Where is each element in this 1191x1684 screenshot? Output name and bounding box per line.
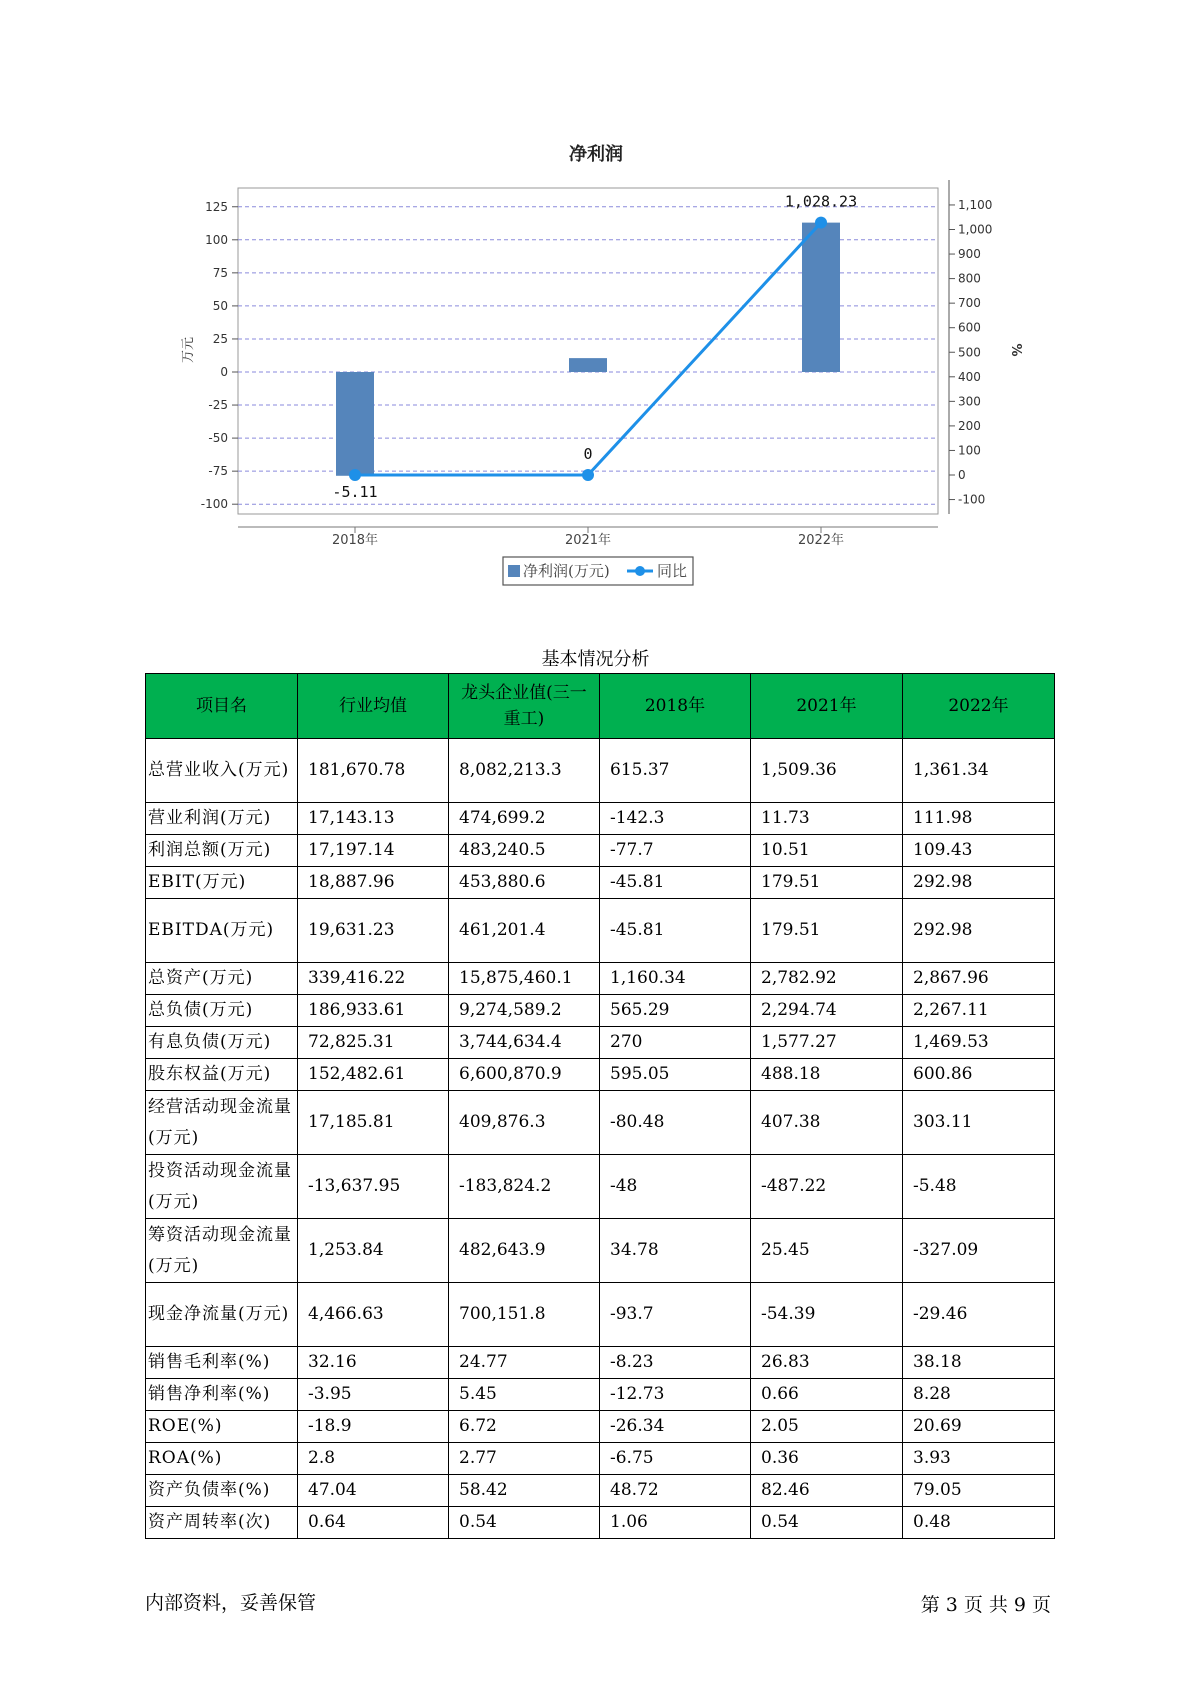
table-title: 基本情况分析 xyxy=(541,649,650,670)
table-cell: 292.98 xyxy=(903,899,1055,963)
row-label: 资产周转率(次) xyxy=(146,1507,298,1539)
row-label: 经营活动现金流量(万元) xyxy=(146,1091,298,1155)
table-cell: -5.48 xyxy=(903,1155,1055,1219)
table-cell: 17,197.14 xyxy=(298,835,449,867)
yoy-point xyxy=(582,469,594,481)
row-label: 现金净流量(万元) xyxy=(146,1283,298,1347)
data-label: 0 xyxy=(583,445,593,463)
table-cell: 1,160.34 xyxy=(600,963,751,995)
table-row xyxy=(146,1155,1055,1219)
table-cell: 2.05 xyxy=(751,1411,903,1443)
table-row xyxy=(146,1347,1055,1379)
row-label: 投资活动现金流量(万元) xyxy=(146,1155,298,1219)
table-cell: 2.77 xyxy=(449,1443,600,1475)
bar xyxy=(336,372,374,476)
table-cell: 303.11 xyxy=(903,1091,1055,1155)
page-suffix: 页 xyxy=(1031,1594,1051,1616)
table-cell: 26.83 xyxy=(751,1347,903,1379)
table-cell: 11.73 xyxy=(751,803,903,835)
table-row xyxy=(146,1283,1055,1347)
table-cell: 0.48 xyxy=(903,1507,1055,1539)
table-cell: -48 xyxy=(600,1155,751,1219)
row-label: 销售净利率(%) xyxy=(146,1379,298,1411)
y-tick-label: 100 xyxy=(205,232,228,247)
table-cell: 82.46 xyxy=(751,1475,903,1507)
table-cell: 25.45 xyxy=(751,1219,903,1283)
table-cell: -6.75 xyxy=(600,1443,751,1475)
y2-tick-label: -100 xyxy=(958,492,986,507)
y2-tick-label: 700 xyxy=(958,296,981,311)
table-cell: 1,509.36 xyxy=(751,739,903,803)
y-tick-label: 50 xyxy=(212,298,228,313)
y-tick-label: -75 xyxy=(208,464,228,479)
table-cell: 1,577.27 xyxy=(751,1027,903,1059)
table-cell: 2.8 xyxy=(298,1443,449,1475)
table-cell: 700,151.8 xyxy=(449,1283,600,1347)
y2-tick-label: 400 xyxy=(958,369,981,384)
chart-svg xyxy=(0,0,1191,600)
x-tick-label: 2018年 xyxy=(331,533,379,548)
table-cell: 0.64 xyxy=(298,1507,449,1539)
y2-tick-label: 800 xyxy=(958,271,981,286)
table-cell: -80.48 xyxy=(600,1091,751,1155)
table-cell: 72,825.31 xyxy=(298,1027,449,1059)
y2-tick-label: 0 xyxy=(958,468,966,482)
table-cell: -327.09 xyxy=(903,1219,1055,1283)
table-row xyxy=(146,1059,1055,1091)
table-row xyxy=(146,1027,1055,1059)
table-cell: 453,880.6 xyxy=(449,867,600,899)
row-label: 总资产(万元) xyxy=(146,963,298,995)
table-cell: 186,933.61 xyxy=(298,995,449,1027)
y2-tick-label: 100 xyxy=(958,443,981,458)
table-cell: -26.34 xyxy=(600,1411,751,1443)
table-cell: 179.51 xyxy=(751,867,903,899)
table-cell: 79.05 xyxy=(903,1475,1055,1507)
table-cell: 1.06 xyxy=(600,1507,751,1539)
legend-line-marker xyxy=(635,566,645,576)
row-label: ROE(%) xyxy=(146,1411,298,1443)
table-cell: 181,670.78 xyxy=(298,739,449,803)
table-row xyxy=(146,739,1055,803)
y-tick-label: -25 xyxy=(208,398,228,413)
page-total: 9 xyxy=(1013,1594,1026,1616)
row-label: 股东权益(万元) xyxy=(146,1059,298,1091)
table-cell: 1,253.84 xyxy=(298,1219,449,1283)
table-cell: 1,469.53 xyxy=(903,1027,1055,1059)
x-tick-label: 2021年 xyxy=(564,533,612,548)
row-label: 总营业收入(万元) xyxy=(146,739,298,803)
table-row xyxy=(146,1507,1055,1539)
page-current: 3 xyxy=(945,1594,958,1616)
table-cell: 0.54 xyxy=(751,1507,903,1539)
table-row xyxy=(146,835,1055,867)
table-row xyxy=(146,1443,1055,1475)
table-cell: -183,824.2 xyxy=(449,1155,600,1219)
row-label: 总负债(万元) xyxy=(146,995,298,1027)
table-cell: 179.51 xyxy=(751,899,903,963)
table-cell: 8.28 xyxy=(903,1379,1055,1411)
table-cell: 8,082,213.3 xyxy=(449,739,600,803)
table-cell: 20.69 xyxy=(903,1411,1055,1443)
table-row xyxy=(146,995,1055,1027)
table-cell: 9,274,589.2 xyxy=(449,995,600,1027)
y2-tick-label: 1,000 xyxy=(958,222,993,237)
table-cell: 109.43 xyxy=(903,835,1055,867)
table-row xyxy=(146,1219,1055,1283)
bar xyxy=(802,223,840,372)
table-cell: -3.95 xyxy=(298,1379,449,1411)
table-cell: -13,637.95 xyxy=(298,1155,449,1219)
net-profit-chart xyxy=(0,0,1191,600)
table-cell: 58.42 xyxy=(449,1475,600,1507)
table-row xyxy=(146,1475,1055,1507)
y-tick-label: 25 xyxy=(212,331,228,346)
data-label: 1,028.23 xyxy=(784,192,858,211)
table-cell: 19,631.23 xyxy=(298,899,449,963)
table-cell: 2,294.74 xyxy=(751,995,903,1027)
table-cell: 3,744,634.4 xyxy=(449,1027,600,1059)
y2-tick-label: 300 xyxy=(958,394,981,409)
table-cell: 6.72 xyxy=(449,1411,600,1443)
basic-analysis-table xyxy=(145,673,1055,1539)
table-cell: -54.39 xyxy=(751,1283,903,1347)
yoy-point xyxy=(349,469,361,481)
bar xyxy=(569,358,607,372)
table-cell: 461,201.4 xyxy=(449,899,600,963)
row-label: 销售毛利率(%) xyxy=(146,1347,298,1379)
y2-tick-label: 900 xyxy=(958,247,981,262)
table-cell: -487.22 xyxy=(751,1155,903,1219)
row-label: 筹资活动现金流量(万元) xyxy=(146,1219,298,1283)
y2-tick-label: 1,100 xyxy=(958,197,993,212)
table-row xyxy=(146,867,1055,899)
y-axis-label: 万元 xyxy=(181,336,196,364)
table-cell: 2,867.96 xyxy=(903,963,1055,995)
table-cell: 270 xyxy=(600,1027,751,1059)
table-body xyxy=(146,739,1055,1539)
table-cell: 565.29 xyxy=(600,995,751,1027)
table-row xyxy=(146,1411,1055,1443)
y-tick-label: 125 xyxy=(205,199,228,214)
table-cell: 34.78 xyxy=(600,1219,751,1283)
table-cell: 15,875,460.1 xyxy=(449,963,600,995)
table-cell: 47.04 xyxy=(298,1475,449,1507)
table-cell: -142.3 xyxy=(600,803,751,835)
table-cell: -29.46 xyxy=(903,1283,1055,1347)
footer-page-number xyxy=(918,1590,1054,1617)
table-cell: -77.7 xyxy=(600,835,751,867)
table-cell: 0.36 xyxy=(751,1443,903,1475)
table-row xyxy=(146,1091,1055,1155)
column-header: 2021年 xyxy=(751,674,903,739)
column-header: 项目名 xyxy=(146,674,298,739)
table-cell: -45.81 xyxy=(600,899,751,963)
table-cell: 2,782.92 xyxy=(751,963,903,995)
table-cell: 600.86 xyxy=(903,1059,1055,1091)
table-cell: 10.51 xyxy=(751,835,903,867)
table-header xyxy=(146,674,1055,739)
table-cell: 38.18 xyxy=(903,1347,1055,1379)
table-cell: 0.54 xyxy=(449,1507,600,1539)
table-cell: 152,482.61 xyxy=(298,1059,449,1091)
table-cell: -18.9 xyxy=(298,1411,449,1443)
table-cell: 339,416.22 xyxy=(298,963,449,995)
table-cell: -12.73 xyxy=(600,1379,751,1411)
table-cell: 6,600,870.9 xyxy=(449,1059,600,1091)
table-cell: 482,643.9 xyxy=(449,1219,600,1283)
table-row xyxy=(146,1379,1055,1411)
y2-tick-label: 600 xyxy=(958,320,981,335)
table-cell: 2,267.11 xyxy=(903,995,1055,1027)
page-prefix: 第 xyxy=(920,1594,940,1616)
table-row xyxy=(146,899,1055,963)
row-label: 营业利润(万元) xyxy=(146,803,298,835)
row-label: 资产负债率(%) xyxy=(146,1475,298,1507)
column-header: 行业均值 xyxy=(298,674,449,739)
table-cell: -8.23 xyxy=(600,1347,751,1379)
chart-title: 净利润 xyxy=(569,144,623,165)
table-cell: 32.16 xyxy=(298,1347,449,1379)
row-label: 利润总额(万元) xyxy=(146,835,298,867)
table-cell: 24.77 xyxy=(449,1347,600,1379)
table-cell: -45.81 xyxy=(600,867,751,899)
row-label: 有息负债(万元) xyxy=(146,1027,298,1059)
table-cell: 292.98 xyxy=(903,867,1055,899)
y2-tick-label: 200 xyxy=(958,418,981,433)
column-header: 龙头企业值(三一重工) xyxy=(449,674,600,739)
table-cell: 407.38 xyxy=(751,1091,903,1155)
table-row xyxy=(146,963,1055,995)
table-cell: 18,887.96 xyxy=(298,867,449,899)
legend-line-label: 同比 xyxy=(657,562,688,580)
legend-bar-swatch xyxy=(508,565,520,577)
table-cell: 0.66 xyxy=(751,1379,903,1411)
y-tick-label: 75 xyxy=(212,265,228,280)
table-cell: 615.37 xyxy=(600,739,751,803)
y-tick-label: -50 xyxy=(208,431,228,446)
table-row xyxy=(146,803,1055,835)
y2-tick-label: 500 xyxy=(958,345,981,360)
page-mid: 页 共 xyxy=(963,1594,1008,1616)
y-tick-label: 0 xyxy=(220,365,228,379)
row-label: EBIT(万元) xyxy=(146,867,298,899)
table-cell: 17,185.81 xyxy=(298,1091,449,1155)
y-tick-label: -100 xyxy=(200,497,228,512)
table-cell: 48.72 xyxy=(600,1475,751,1507)
column-header: 2022年 xyxy=(903,674,1055,739)
table-cell: 5.45 xyxy=(449,1379,600,1411)
table-cell: 483,240.5 xyxy=(449,835,600,867)
column-header: 2018年 xyxy=(600,674,751,739)
table-cell: -93.7 xyxy=(600,1283,751,1347)
row-label: EBITDA(万元) xyxy=(146,899,298,963)
row-label: ROA(%) xyxy=(146,1443,298,1475)
legend-bar-label: 净利润(万元) xyxy=(523,562,610,580)
data-label: -5.11 xyxy=(332,483,378,501)
table-cell: 17,143.13 xyxy=(298,803,449,835)
table-cell: 474,699.2 xyxy=(449,803,600,835)
x-tick-label: 2022年 xyxy=(797,533,845,548)
table-cell: 595.05 xyxy=(600,1059,751,1091)
table-cell: 3.93 xyxy=(903,1443,1055,1475)
yoy-point xyxy=(815,217,827,229)
table-cell: 409,876.3 xyxy=(449,1091,600,1155)
table-cell: 111.98 xyxy=(903,803,1055,835)
footer-confidential-note: 内部资料，妥善保管 xyxy=(145,1592,317,1614)
table-cell: 1,361.34 xyxy=(903,739,1055,803)
table-cell: 4,466.63 xyxy=(298,1283,449,1347)
table-cell: 488.18 xyxy=(751,1059,903,1091)
y2-axis-label: % xyxy=(1008,343,1023,357)
